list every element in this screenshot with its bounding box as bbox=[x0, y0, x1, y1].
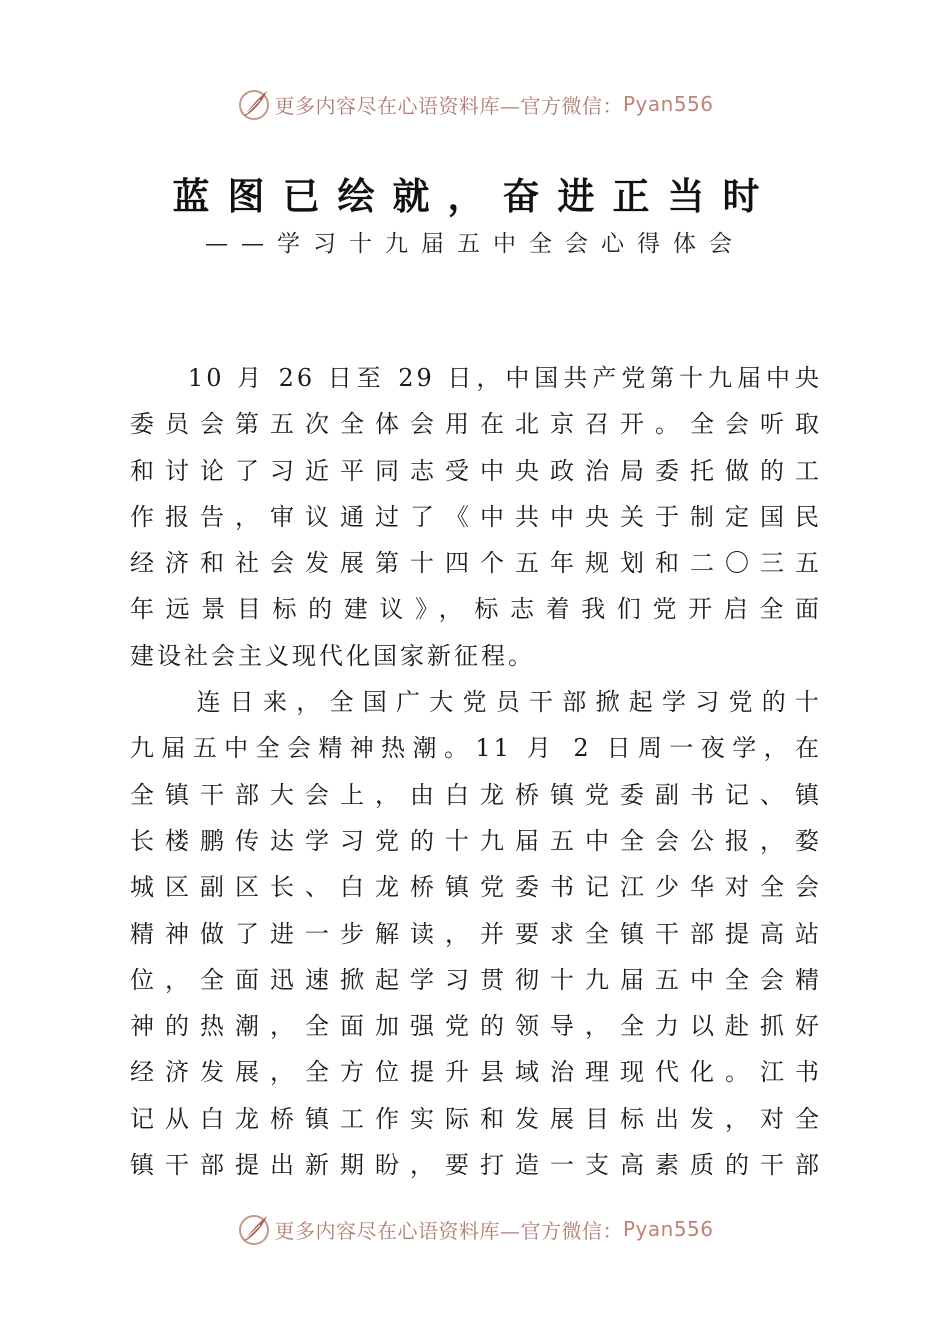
text-line: 经济和社会发展第十四个五年规划和二〇三五 bbox=[130, 549, 822, 578]
text-line: 经济发展，全方位提升县域治理现代化。江书 bbox=[130, 1058, 822, 1087]
paragraph-2 bbox=[130, 679, 822, 1188]
quill-pen-logo-icon bbox=[236, 86, 272, 122]
document-title: 蓝图已绘就，奋进正当时 bbox=[172, 174, 778, 218]
watermark-text: 更多内容尽在心语资料库—官方微信： bbox=[274, 1218, 623, 1243]
paragraph-1 bbox=[130, 355, 822, 679]
text-line: 神的热潮，全面加强党的领导，全力以赴抓好 bbox=[130, 1012, 822, 1041]
watermark-wechat-id: Pyan556 bbox=[622, 1217, 714, 1241]
text-line: 10 月 26 日至 29 日，中国共产党第十九届中央 bbox=[130, 364, 822, 392]
text-line: 镇干部提出新期盼，要打造一支高素质的干部 bbox=[130, 1151, 822, 1180]
text-line: 九届五中全会精神热潮。11 月 2 日周一夜学，在 bbox=[130, 734, 822, 763]
text-line: 年远景目标的建议》，标志着我们党开启全面 bbox=[130, 595, 822, 624]
text-line: 全镇干部大会上，由白龙桥镇党委副书记、镇 bbox=[130, 780, 822, 809]
text-line: 委员会第五次全体会用在北京召开。全会听取 bbox=[130, 410, 822, 439]
quill-pen-logo-icon bbox=[236, 1211, 272, 1247]
text-line: 和讨论了习近平同志受中央政治局委托做的工 bbox=[130, 456, 822, 485]
text-line: 长楼鹏传达学习党的十九届五中全会公报，婺 bbox=[130, 826, 822, 855]
text-line: 记从白龙桥镇工作实际和发展目标出发，对全 bbox=[130, 1104, 822, 1133]
text-line: 城区副区长、白龙桥镇党委书记江少华对全会 bbox=[130, 873, 822, 902]
text-line: 作报告，审议通过了《中共中央关于制定国民 bbox=[130, 502, 822, 531]
watermark-wechat-id: Pyan556 bbox=[622, 92, 714, 116]
text-line: 连日来，全国广大党员干部掀起学习党的十 bbox=[130, 688, 822, 717]
text-line: 位，全面迅速掀起学习贯彻十九届五中全会精 bbox=[130, 965, 822, 994]
document-body bbox=[130, 355, 822, 1188]
document-subtitle: ——学习十九届五中全会心得体会 bbox=[205, 231, 745, 257]
text-line: 精神做了进一步解读，并要求全镇干部提高站 bbox=[130, 919, 822, 948]
text-line: 建设社会主义现代化国家新征程。 bbox=[130, 641, 535, 670]
header-watermark bbox=[0, 86, 950, 122]
footer-watermark bbox=[0, 1211, 950, 1247]
watermark-text: 更多内容尽在心语资料库—官方微信： bbox=[274, 93, 623, 118]
